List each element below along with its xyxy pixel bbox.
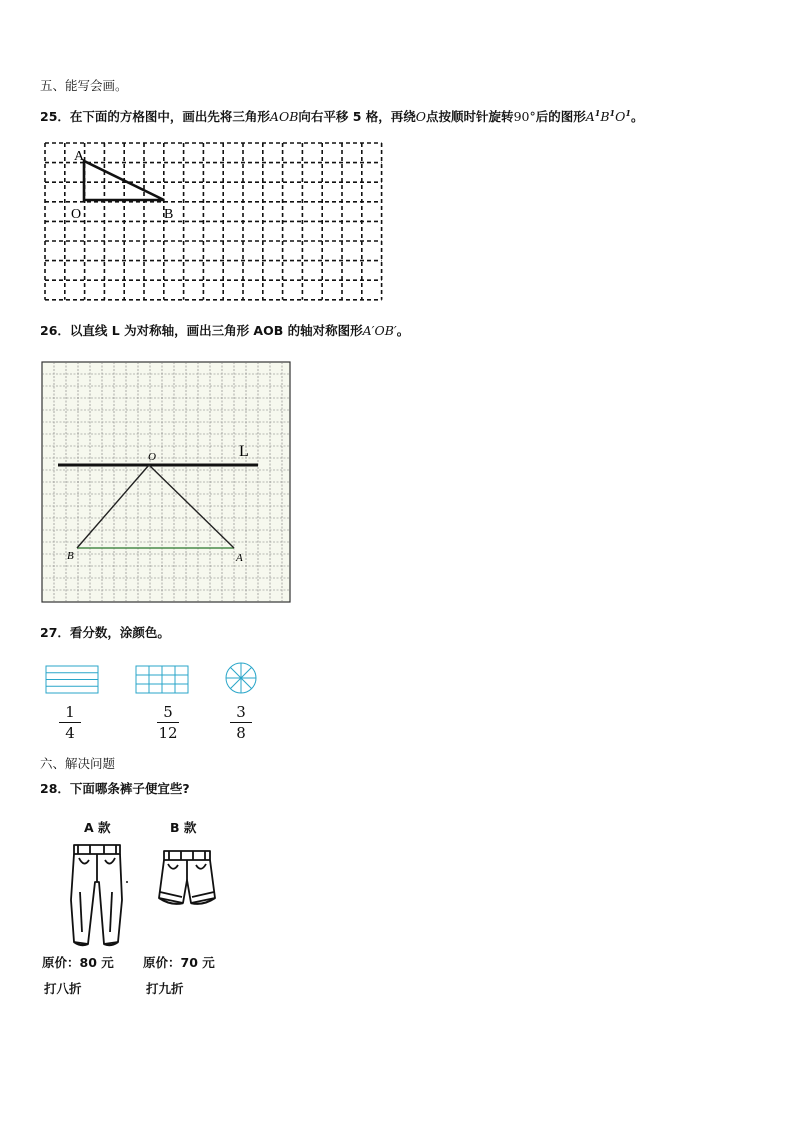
q27-text xyxy=(40,625,170,641)
q25-var-triangle: AOB xyxy=(269,109,299,125)
q27-fraction-3-denominator: 8 xyxy=(236,724,246,743)
q27-fraction-3-numerator: 3 xyxy=(236,703,246,721)
q28-number: 28． xyxy=(40,781,70,796)
q25-grid-figure xyxy=(44,142,382,304)
q25-sup-3: 1 xyxy=(625,108,631,118)
q26-number: 26． xyxy=(40,323,70,338)
q28-item-a-price: 原价：80 元 xyxy=(42,955,114,970)
q26-grid-figure xyxy=(38,358,294,606)
q25-text-d: 后的图形 xyxy=(535,109,586,125)
q27-fraction-2-denominator: 12 xyxy=(158,724,178,743)
q25-result-b: B xyxy=(600,109,610,125)
q25-result-o: O xyxy=(615,109,626,125)
q27-fraction-3-bar xyxy=(230,722,252,723)
q27-shape-quarter-rect xyxy=(46,666,98,693)
q25-text xyxy=(40,105,643,125)
q27-fraction-1-denominator: 4 xyxy=(65,724,75,743)
q26-label-b: B xyxy=(67,550,74,562)
q25-text-b: 向右平移 5 格，再绕 xyxy=(298,109,416,125)
q25-angle: 90° xyxy=(513,109,536,125)
q26-label-o: O xyxy=(148,451,156,463)
q27-fraction-2 xyxy=(148,703,188,742)
q28-item-a-discount: 打八折 xyxy=(44,981,82,996)
q26-text xyxy=(40,323,409,339)
q28-item-a-name: A 款 xyxy=(84,820,111,835)
q27-number: 27． xyxy=(40,625,70,640)
q28-text xyxy=(40,781,190,797)
pants-a-icon xyxy=(68,842,128,950)
q25-result-a: A xyxy=(585,109,595,125)
q26-end: 。 xyxy=(396,323,410,338)
q28-question: 下面哪条裤子便宜些? xyxy=(69,781,190,796)
q25-label-b: B xyxy=(164,207,174,222)
section-six-title: 六、解决问题 xyxy=(40,756,116,771)
q27-fraction-2-bar xyxy=(157,722,179,723)
q27-shape-twelfths-rect xyxy=(136,666,188,693)
q25-label-o: O xyxy=(71,207,82,222)
q25-text-a: 在下面的方格图中，画出先将三角形 xyxy=(69,109,270,125)
q25-sup-1: 1 xyxy=(594,108,601,118)
q28-item-b-price: 原价：70 元 xyxy=(143,955,215,970)
shorts-b-icon xyxy=(156,848,218,908)
q27-fraction-1 xyxy=(50,703,90,742)
q25-end: 。 xyxy=(630,109,644,125)
q27-fraction-1-bar xyxy=(59,722,81,723)
q26-label-l: L xyxy=(239,443,249,460)
q25-label-a: A xyxy=(74,149,85,164)
q27-shape-eighths-circle xyxy=(226,663,256,693)
q27-instruction: 看分数，涂颜色。 xyxy=(69,625,170,640)
q27-fraction-1-numerator: 1 xyxy=(65,703,75,721)
q28-item-b-name: B 款 xyxy=(170,820,197,835)
q26-result: A′OB′ xyxy=(362,323,397,338)
q25-var-point: O xyxy=(415,109,427,125)
q25-sup-2: 1 xyxy=(609,108,616,118)
q25-text-c: 点按顺时针旋转 xyxy=(426,109,514,125)
q25-number: 25． xyxy=(40,109,70,125)
q26-label-a: A xyxy=(236,552,243,564)
q27-fraction-3 xyxy=(221,703,261,742)
q27-shapes xyxy=(44,662,264,696)
q26-text-a: 以直线 L 为对称轴，画出三角形 AOB 的轴对称图形 xyxy=(69,323,363,338)
section-five-title: 五、能写会画。 xyxy=(40,78,128,93)
q27-fraction-2-numerator: 5 xyxy=(163,703,173,721)
q28-item-b-discount: 打九折 xyxy=(146,981,184,996)
